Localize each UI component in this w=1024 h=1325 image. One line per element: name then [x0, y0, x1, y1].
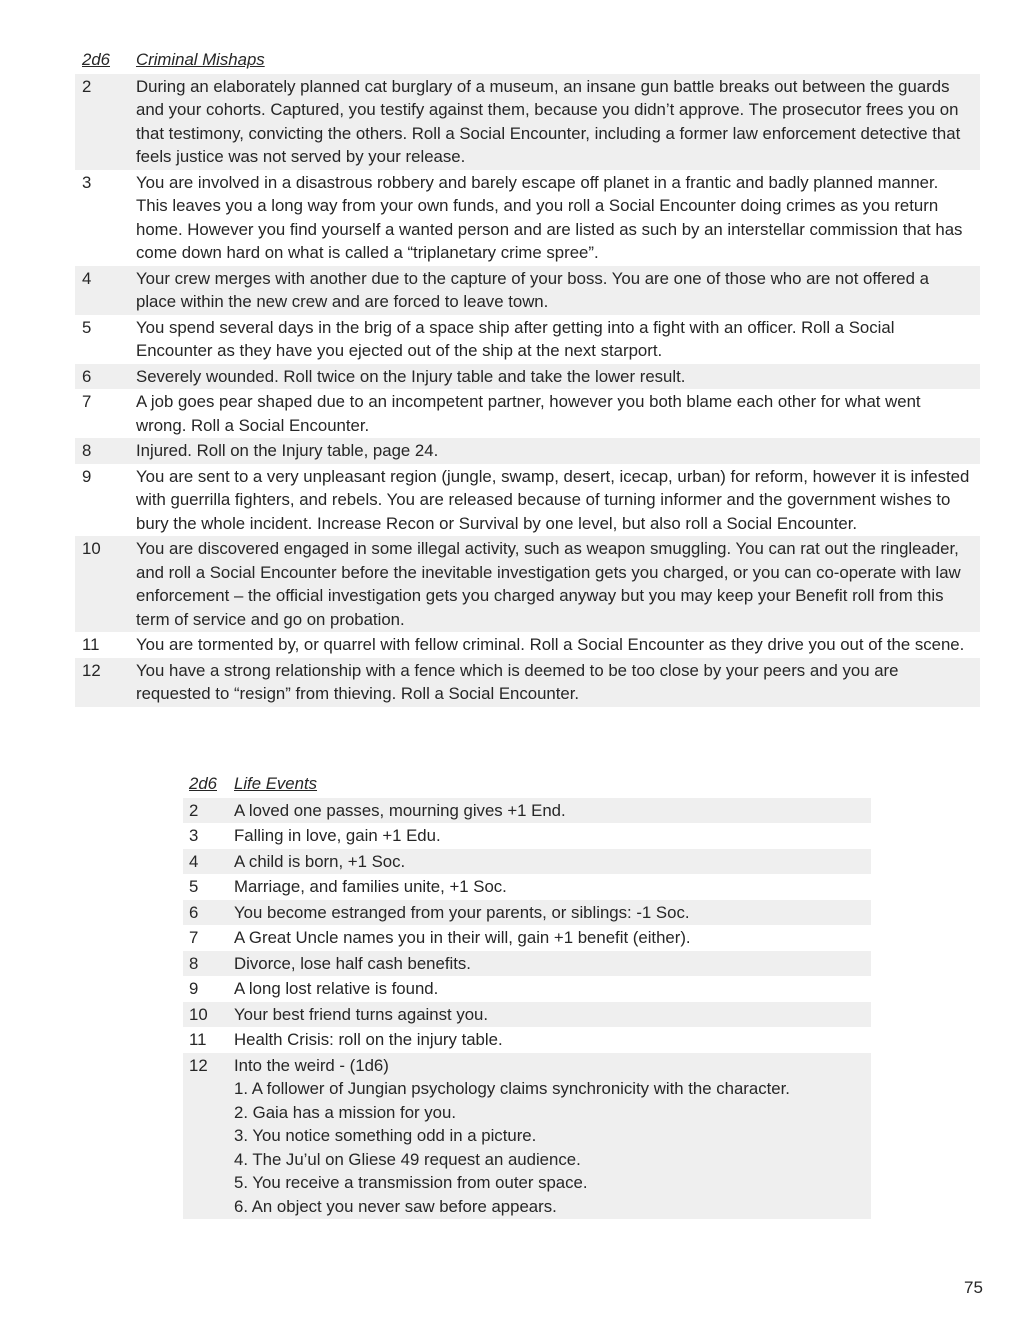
result-text	[234, 1053, 871, 1220]
table-row	[75, 438, 980, 464]
weird-list-item: 4. The Ju’ul on Gliese 49 request an audience.	[234, 1149, 581, 1169]
roll-value: 7	[82, 392, 92, 411]
table-row	[75, 364, 980, 390]
result-text: Your crew merges with another due to the capture of your boss. You are one of those who are not offered a place within the new crew and are forced to leave town.	[136, 266, 980, 315]
roll-header: 2d6	[82, 50, 110, 69]
result-text: During an elaborately planned cat burglary of a museum, an insane gun battle breaks out between the guards and your cohorts. Captured, you testify against them, because you didn’t approve. The prosecutor frees you on that testimony, convicting the others. Roll a Social Encounter, including a former law enforcement detective that feels justice was not served by your release.	[136, 74, 980, 170]
result-text: Divorce, lose half cash benefits.	[234, 951, 871, 977]
roll-value: 2	[75, 74, 136, 170]
table-row	[183, 798, 871, 824]
roll-value: 7	[189, 928, 199, 947]
result-text: A loved one passes, mourning gives +1 End.	[234, 798, 871, 824]
table-row	[183, 925, 871, 951]
roll-value: 11	[82, 635, 100, 654]
result-text: Your best friend turns against you.	[234, 1002, 871, 1028]
roll-value: 11	[189, 1030, 207, 1049]
roll-value: 10	[75, 536, 136, 632]
table-row	[75, 74, 980, 170]
table-row	[75, 632, 980, 658]
roll-value: 10	[183, 1002, 234, 1028]
table-title: Criminal Mishaps	[136, 50, 265, 69]
roll-value: 12	[75, 658, 136, 707]
result-text: You are sent to a very unpleasant region (jungle, swamp, desert, icecap, urban) for reform, however it is infested with guerrilla fighters, and rebels. You are released because of turning informer and the government wishes to bury the whole incident. Increase Recon or Survival by one level, but also roll a Social Encounter.	[136, 466, 970, 533]
roll-value: 6	[183, 900, 234, 926]
result-text: Severely wounded. Roll twice on the Injury table and take the lower result.	[136, 364, 980, 390]
table-row	[183, 951, 871, 977]
roll-value: 12	[183, 1053, 234, 1220]
table-row	[183, 976, 871, 1002]
criminal-mishaps-table	[75, 47, 980, 707]
roll-value: 8	[183, 951, 234, 977]
table-row	[183, 874, 871, 900]
roll-value: 9	[82, 466, 92, 486]
weird-heading: Into the weird - (1d6)	[234, 1055, 389, 1075]
result-text: You are tormented by, or quarrel with fellow criminal. Roll a Social Encounter as they drive you out of the scene.	[136, 635, 965, 654]
table-header-row	[183, 771, 871, 798]
roll-value: 9	[189, 979, 199, 998]
result-text: Falling in love, gain +1 Edu.	[234, 826, 441, 845]
roll-value: 3	[189, 826, 199, 845]
table-row	[75, 389, 980, 438]
roll-value: 2	[183, 798, 234, 824]
result-text: Injured. Roll on the Injury table, page 24.	[136, 438, 980, 464]
result-text: You have a strong relationship with a fence which is deemed to be too close by your peers and you are requested to “resign” from thieving. Roll a Social Encounter.	[136, 658, 980, 707]
roll-value: 8	[75, 438, 136, 464]
table-row	[75, 170, 980, 266]
weird-list-item: 6. An object you never saw before appears.	[234, 1196, 557, 1216]
table-row	[75, 315, 980, 364]
table-row	[75, 536, 980, 632]
table-row	[183, 1027, 871, 1053]
table-row	[75, 658, 980, 707]
result-text: A long lost relative is found.	[234, 979, 439, 998]
roll-value: 6	[75, 364, 136, 390]
result-text: A child is born, +1 Soc.	[234, 849, 871, 875]
roll-value: 5	[82, 317, 92, 337]
weird-list-item: 5. You receive a transmission from outer space.	[234, 1173, 588, 1192]
table-title: Life Events	[234, 774, 318, 793]
result-text: You are discovered engaged in some illegal activity, such as weapon smuggling. You can rat out the ringleader, and roll a Social Encounter before the inevitable investigation gets you charged, or you can co-operate with law enforcement – the official investigation gets you charged anyway but you may keep your Benefit roll from this term of service and go on probation.	[136, 536, 980, 632]
result-text: You spend several days in the brig of a space ship after getting into a fight with an officer. Roll a Social Encounter as they have you ejected out of the ship at the next starport.	[136, 317, 895, 360]
weird-list-item: 1. A follower of Jungian psychology claims synchronicity with the character.	[234, 1079, 790, 1098]
table-row	[183, 849, 871, 875]
roll-value: 4	[75, 266, 136, 315]
table-header-row	[75, 47, 980, 74]
table-row	[183, 1053, 871, 1220]
table-row	[75, 266, 980, 315]
roll-value: 3	[82, 172, 92, 192]
result-text: A Great Uncle names you in their will, gain +1 benefit (either).	[234, 928, 691, 947]
table-row	[75, 464, 980, 537]
table-row	[183, 1002, 871, 1028]
result-text: You are involved in a disastrous robbery and barely escape off planet in a frantic and badly planned manner. This leaves you a long way from your own funds, and you roll a Social Encounter doing crimes as you return home. However you find yourself a wanted person and are listed as such by an interstellar commission that has come down hard on what is called a “triplanetary crime spree”.	[136, 172, 963, 262]
life-events-table	[183, 771, 871, 1219]
table-row	[183, 900, 871, 926]
result-text: You become estranged from your parents, or siblings: -1 Soc.	[234, 900, 871, 926]
result-text: A job goes pear shaped due to an incompetent partner, however you both blame each other for what went wrong. Roll a Social Encounter.	[136, 392, 921, 435]
result-text: Marriage, and families unite, +1 Soc.	[234, 877, 507, 896]
weird-list-item: 3. You notice something odd in a picture.	[234, 1126, 537, 1145]
roll-value: 5	[189, 877, 199, 896]
weird-list-item: 2. Gaia has a mission for you.	[234, 1102, 456, 1122]
roll-value: 4	[183, 849, 234, 875]
result-text: Health Crisis: roll on the injury table.	[234, 1030, 503, 1049]
page-number: 75	[964, 1278, 983, 1297]
table-row	[183, 823, 871, 849]
roll-header: 2d6	[189, 774, 217, 793]
